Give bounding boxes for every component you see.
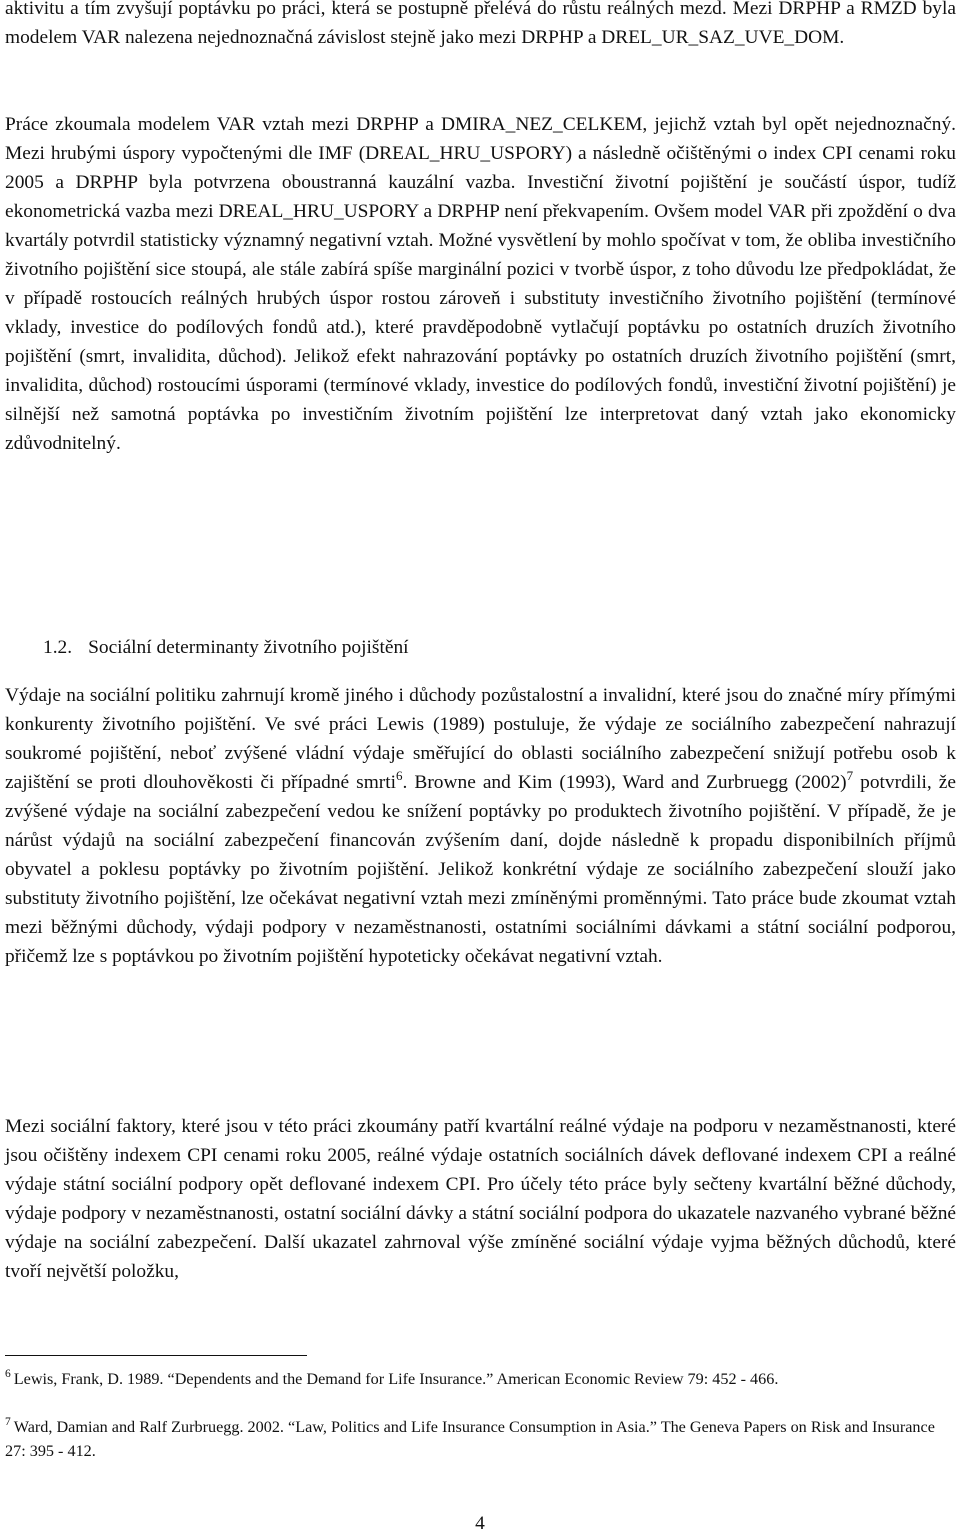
footnote-text: Lewis, Frank, D. 1989. “Dependents and the Demand for Life Insurance.” American Economic Review 79: 452 - 466. <box>13 1370 779 1388</box>
section-heading <box>43 633 409 662</box>
paragraph-social-policy-part-1: Výdaje na sociální politiku zahrnují kromě jiného i důchody pozůstalostní a invalidní, které jsou do značné míry přímými konkurenty životního pojištění. Ve své práci Lewis (1989) postuluje, že výdaje ze sociálního zabezpečení nahrazují soukromé pojištění, neboť zvýšené vládní výdaje směřující do oblasti sociálního zabezpečení snižují potřebu osob k zajištění se proti dlouhověkosti či případné smrti <box>5 685 956 793</box>
footnote-marker: 7 <box>5 1416 11 1428</box>
footnote-ref-6[interactable]: 6 <box>396 768 403 783</box>
footnote-text: Ward, Damian and Ralf Zurbruegg. 2002. “Law, Politics and Life Insurance Consumption in Asia.” The Geneva Papers on Risk and Insurance 27: 395 - 412. <box>5 1418 935 1460</box>
footnote-7 <box>5 1415 956 1463</box>
paragraph-social-policy-part-2: . Browne and Kim (1993), Ward and Zurbruegg (2002) <box>402 772 847 793</box>
section-title: Sociální determinanty životního pojištění <box>88 637 409 658</box>
paragraph-wage-growth: aktivitu a tím zvyšují poptávku po práci, která se postupně přelévá do růstu reálných mezd. Mezi DRPHP a RMZD byla modelem VAR nalezena nejednoznačná závislost stejně jako mezi DRPHP a DREL_UR_SAZ_UVE_DOM. <box>5 0 956 48</box>
footnote-ref-7[interactable]: 7 <box>846 768 854 783</box>
page-number: 4 <box>475 1513 485 1534</box>
footnote-marker: 6 <box>5 1368 11 1380</box>
section-number: 1.2. <box>43 637 73 658</box>
paragraph-social-policy-part-3: potvrdili, že zvýšené výdaje na sociální zabezpečení vedou ke snížení poptávky po produktech životního pojištění. V případě, že je nárůst výdajů na sociální zabezpečení financován zvýšením daní, dojde následně k propadu disponibilních příjmů obyvatel a poklesu poptávky po životním pojištění. Jelikož konkrétní výdaje ze sociálního zabezpečení slouží jako substituty životního pojištění, lze očekávat negativní vztah mezi zmíněnými proměnnými. Tato práce bude zkoumat vztah mezi běžnými důchody, výdaji podpory v nezaměstnanosti, ostatními sociálními dávkami a státní sociální podporou, přičemž lze s poptávkou po životním pojištění hypoteticky očekávat negativní vztah. <box>5 772 956 967</box>
paragraph-social-policy <box>5 681 956 971</box>
footnote-6 <box>5 1367 956 1391</box>
paragraph-social-factors: Mezi sociální faktory, které jsou v této práci zkoumány patří kvartální reálné výdaje na podporu v nezaměstnanosti, které jsou očištěny indexem CPI cenami roku 2005, reálné výdaje ostatních sociálních dávek deflované indexem CPI a reálné výdaje státní sociální podpory opět deflované indexem CPI. Pro účely této práce byly sečteny kvartální běžné důchody, výdaje podpory v nezaměstnanosti, ostatní sociální dávky a státní sociální podpora do ukazatele nazvaného vybrané běžné výdaje na sociální zabezpečení. Další ukazatel zahrnoval výše zmíněné sociální výdaje vyjma běžných důchodů, které tvoří největší položku, <box>5 1116 956 1282</box>
paragraph-var-savings: Práce zkoumala modelem VAR vztah mezi DRPHP a DMIRA_NEZ_CELKEM, jejichž vztah byl opět nejednoznačný. Mezi hrubými úspory vypočtenými dle IMF (DREAL_HRU_USPORY) a následně očištěnými o index CPI cenami roku 2005 a DRPHP byla potvrzena oboustranná kauzální vazba. Investiční životní pojištění je součástí úspor, tudíž ekonometrická vazba mezi DREAL_HRU_USPORY a DRPHP není překvapením. Ovšem model VAR při zpoždění o dva kvartály potvrdil statisticky významný negativní vztah. Možné vysvětlení by mohlo spočívat v tom, že obliba investičního životního pojištění sice stoupá, ale stále zabírá spíše marginální pozici v tvorbě úspor, z toho důvodu lze předpokládat, že v případě rostoucích reálných hrubých úspor rostou zároveň i substituty investičního životního pojištění (termínové vklady, investice do podílových fondů atd.), které pravděpodobně vytlačují poptávku po ostatních druzích životního pojištění (smrt, invalidita, důchod). Jelikož efekt nahrazování poptávky po ostatních druzích životního pojištění (smrt, invalidita, důchod) rostoucími úsporami (termínové vklady, investice do podílových fondů, investiční životní pojištění) je silnější než samotná poptávka po investičním životním pojištění lze interpretovat daný vztah jako ekonomicky zdůvodnitelný. <box>5 114 956 454</box>
footnote-separator <box>5 1355 307 1356</box>
